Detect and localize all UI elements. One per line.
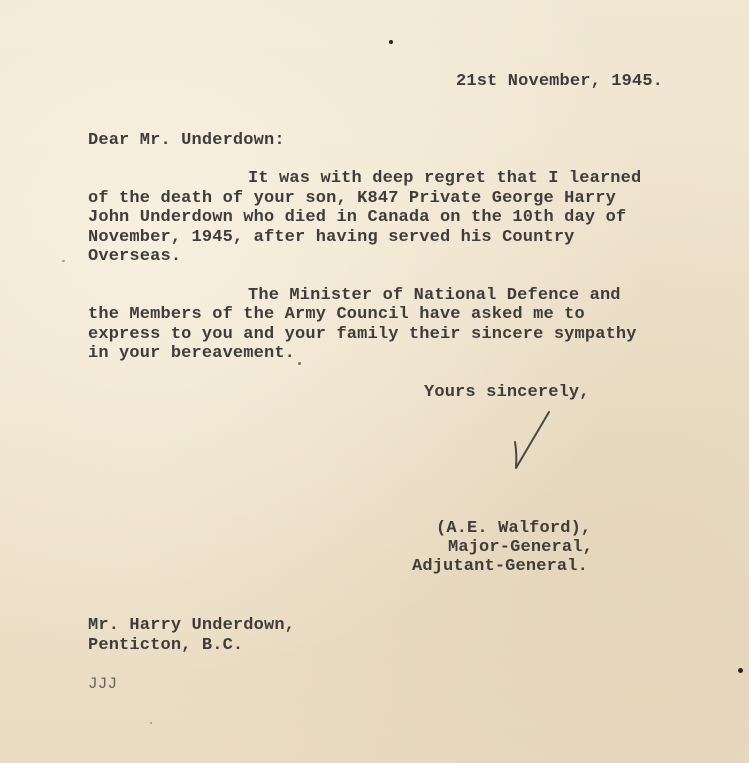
paragraph1-line5: Overseas. (88, 247, 182, 266)
closing: Yours sincerely, (424, 383, 590, 402)
paper-speck (738, 668, 743, 673)
recipient-name: Mr. Harry Underdown, (88, 616, 296, 635)
signature-tick-mark (505, 404, 565, 474)
letter-date: 21st November, 1945. (456, 72, 664, 91)
paragraph2-line1: The Minister of National Defence and (248, 286, 621, 305)
paper-speck (298, 362, 301, 365)
paper-speck (389, 40, 393, 44)
signatory-rank: Major-General, (448, 538, 593, 557)
paragraph1-line2: of the death of your son, K847 Private George Harry (88, 189, 616, 208)
paper-speck (62, 260, 65, 262)
salutation: Dear Mr. Underdown: (88, 131, 285, 150)
paragraph2-line2: the Members of the Army Council have asked me to (88, 305, 585, 324)
paragraph1-line4: November, 1945, after having served his Country (88, 228, 575, 247)
paragraph2-line3: express to you and your family their sincere sympathy (88, 325, 637, 344)
paragraph1-line3: John Underdown who died in Canada on the 10th day of (88, 208, 627, 227)
paragraph1-line1: It was with deep regret that I learned (248, 169, 642, 188)
typist-initials: JJJ (88, 675, 118, 693)
recipient-address: Penticton, B.C. (88, 636, 244, 655)
paper-speck (150, 722, 152, 724)
signatory-title: Adjutant-General. (412, 557, 588, 576)
paragraph2-line4: in your bereavement. (88, 344, 296, 363)
signatory-name: (A.E. Walford), (436, 519, 592, 538)
